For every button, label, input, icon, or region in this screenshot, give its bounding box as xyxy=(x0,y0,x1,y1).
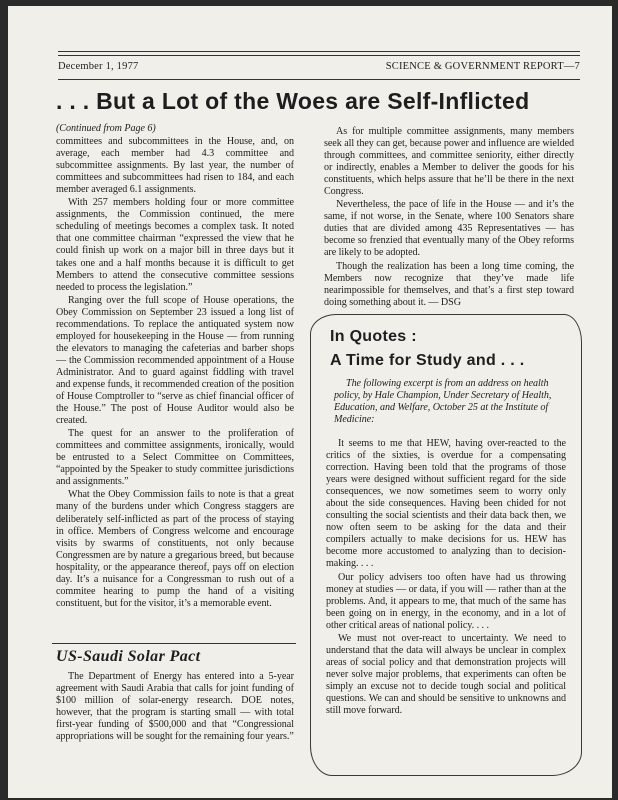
header-bottom-rule xyxy=(58,79,580,80)
paragraph: committees and subcommittees in the House, and, on average, each member had 4.3 committee and subcommittee assignments. By last year, the number of committees and subcommittees had risen to 184, and each member averaged 6.1 assignments. xyxy=(56,136,294,196)
quote-paragraph: Our policy advisers too often have had us throwing money at studies — or data, if you will — rather than at the problems. And, it appears to me, that much of the same has been going on in energy, in the economy, and in a lot of other critical areas of national policy. . . . xyxy=(326,571,566,631)
paragraph: The quest for an answer to the proliferation of committees and committee assignments, ironically, would be entrusted to a Select Committee on Committees, “appointed by the Speaker to study committee jurisdictions and assignments.” xyxy=(56,428,294,488)
issue-date: December 1, 1977 xyxy=(58,61,139,72)
quotes-box-title: In Quotes : xyxy=(330,328,417,345)
header-top-rule-double xyxy=(58,55,580,56)
paragraph: Ranging over the full scope of House operations, the Obey Commission on September 23 issued a long list of recommendations. To replace the antiquated system now employed for housekeeping in the House — from running the elevators to managing the cafeterias and barber shops — the Commission recommended appointment of a House Administrator. And to guard against fiddling with travel and expense funds, it recommended creation of the position of House Comptroller to “serve as chief financial officer of the House.” The post of House Auditor would also be created. xyxy=(56,294,294,427)
paragraph: Nevertheless, the pace of life in the House — and it’s the same, if not worse, in the Senate, where 100 Senators share duties that are divided among 435 Representatives — has become so frenzied that eventually many of the Obey reforms are likely to be adopted. xyxy=(324,199,574,259)
quotes-body xyxy=(326,438,566,718)
header-top-rule xyxy=(58,51,580,52)
quote-paragraph: We must not over-react to uncertainty. We need to understand that the data will always be unclear in complex areas of social policy and that demonstration projects will never solve major problems, that experiments can often be simply an excuse not to decide tough social and political questions. We can and should be sensitive to unknowns and still move forward. xyxy=(326,632,566,717)
article-column-2 xyxy=(324,126,574,310)
publication-and-page: SCIENCE & GOVERNMENT REPORT—7 xyxy=(385,61,580,72)
quote-paragraph: It seems to me that HEW, having over-reacted to the critics of the sixties, is overdue for a compensating correction. Having been told that the programs of those years were designed without sufficient regard for the side consequences, we now sometimes seem to worry only about the side consequences. Having been chided for not consulting the social scientists and their data back then, we now often seem to be asking for the data and their compilers actually to make decisions for us. HEW has become more accustomed to analyzing than to decision-making. . . . xyxy=(326,438,566,570)
quotes-intro xyxy=(326,378,566,427)
solar-article-body xyxy=(56,671,294,744)
paragraph: Though the realization has been a long time coming, the Members now recognize that they’ve made life nearimpossible for themselves, and that’s a first step toward doing something about it. — DSG xyxy=(324,260,574,308)
solar-article-title: US-Saudi Solar Pact xyxy=(56,648,201,665)
newsletter-page xyxy=(8,6,612,798)
paragraph: With 257 members holding four or more committee assignments, the Commission continued, the mere scheduling of meetings becomes a complex task. It noted that one committee chairman “expressed the view that he could finish up work on a major bill in three days but it takes one and a half months because it is difficult to get Members to attend the consecutive committee sessions needed to process the legislation.” xyxy=(56,197,294,293)
quotes-box-subtitle: A Time for Study and . . . xyxy=(330,352,525,369)
article-column-1 xyxy=(56,123,294,611)
running-header xyxy=(58,59,580,77)
paragraph: The Department of Energy has entered into a 5-year agreement with Saudi Arabia that calls for joint funding of $100 million of solar-energy research. DOE notes, however, that the program is starting small — with total first-year funding of $500,000 and that “Congressional appropriations will be sought for the remaining four years.” xyxy=(56,671,294,743)
paragraph: What the Obey Commission fails to note is that a great many of the burdens under which Congress staggers are deliberately self-inflicted as part of the process of staying in office. Members of Congress welcome and encourage visits by swarms of constituents, not only because Congressmen are by nature a gregarious breed, but because hospitality, or the appearance thereof, pays off on election day. It’s a nuisance for a Congressman to rush out of a commitee hearing to pump the hand of a visiting constituent, but for the visitor, it’s a memorable event. xyxy=(56,489,294,609)
article-headline: . . . But a Lot of the Woes are Self-Inflicted xyxy=(56,88,530,114)
paragraph: As for multiple committee assignments, many members seek all they can get, because power and influence are wielded through committees, and committee seniority, either directly or indirectly, enables a Member to deliver the goods for his constituents, which helps assure that he’ll be there in the next Congress. xyxy=(324,126,574,198)
section-divider xyxy=(52,643,296,644)
continued-note: (Continued from Page 6) xyxy=(56,123,156,134)
intro-text: The following excerpt is from an address on health policy, by Hale Champion, Under Secretary of Health, Education, and Welfare, October 25 at the Institute of Medicine: xyxy=(334,378,552,426)
